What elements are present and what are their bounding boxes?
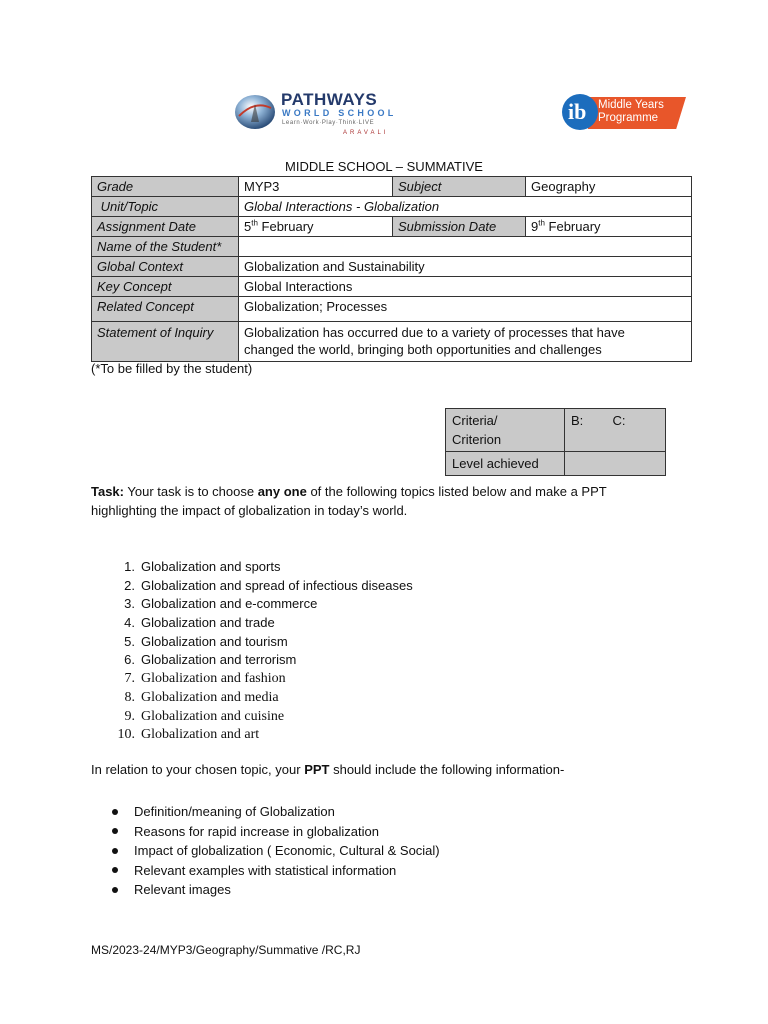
topic-text: Globalization and tourism bbox=[141, 633, 288, 649]
list-item bbox=[110, 595, 413, 614]
requirement-text: Impact of globalization ( Economic, Cultural & Social) bbox=[134, 843, 440, 858]
topic-number: 7. bbox=[124, 671, 135, 687]
list-item bbox=[110, 614, 413, 633]
list-item bbox=[110, 651, 413, 670]
table-row bbox=[92, 177, 692, 197]
list-item bbox=[112, 841, 440, 861]
inquiry-line-1: Globalization has occurred due to a variety of processes that have bbox=[244, 325, 625, 340]
submission-day: 9 bbox=[531, 219, 539, 234]
topic-number: 9. bbox=[124, 708, 135, 724]
subject-value: Geography bbox=[526, 177, 692, 197]
list-item bbox=[112, 861, 440, 881]
bullet-icon bbox=[112, 828, 118, 834]
relation-paragraph bbox=[91, 762, 564, 777]
topic-text: Globalization and media bbox=[141, 689, 279, 705]
bullet-icon bbox=[112, 809, 118, 815]
requirement-text: Relevant images bbox=[134, 882, 231, 897]
task-paragraph bbox=[91, 482, 691, 520]
criteria-label-line2: Criterion bbox=[452, 432, 502, 447]
list-item bbox=[110, 577, 413, 596]
unit-value: Global Interactions - Globalization bbox=[239, 197, 692, 217]
task-lead: Task: bbox=[91, 484, 124, 499]
submission-date-label: Submission Date bbox=[393, 217, 526, 237]
topic-text: Globalization and spread of infectious diseases bbox=[141, 577, 413, 593]
table-row bbox=[446, 409, 666, 452]
task-part1: Your task is to choose bbox=[124, 484, 258, 499]
school-logo bbox=[233, 90, 413, 142]
list-item bbox=[112, 802, 440, 822]
assign-sup: th bbox=[251, 218, 258, 228]
global-context-label: Global Context bbox=[92, 257, 239, 277]
criteria-table bbox=[445, 408, 666, 476]
ib-myp-logo bbox=[562, 94, 688, 132]
unit-label bbox=[92, 197, 239, 217]
subject-label: Subject bbox=[393, 177, 526, 197]
ib-line2: Programme bbox=[598, 112, 659, 124]
level-achieved-value bbox=[565, 452, 666, 476]
bullet-icon bbox=[112, 848, 118, 854]
key-concept-label: Key Concept bbox=[92, 277, 239, 297]
requirements-list bbox=[112, 802, 440, 900]
topic-number: 10. bbox=[117, 727, 135, 743]
assignment-date-value bbox=[239, 217, 393, 237]
unit-label-text: Unit/Topic bbox=[100, 199, 158, 214]
list-item bbox=[110, 726, 413, 745]
topic-number: 8. bbox=[124, 689, 135, 705]
criterion-c: C: bbox=[612, 413, 626, 428]
page-title: MIDDLE SCHOOL – SUMMATIVE bbox=[285, 159, 483, 174]
relation-emph: PPT bbox=[304, 762, 330, 777]
criterion-b: B: bbox=[571, 413, 584, 428]
relation-part1: In relation to your chosen topic, your bbox=[91, 762, 305, 777]
list-item bbox=[112, 880, 440, 900]
global-context-value: Globalization and Sustainability bbox=[239, 257, 692, 277]
list-item bbox=[110, 633, 413, 652]
topic-number: 5. bbox=[124, 633, 135, 649]
table-row bbox=[92, 257, 692, 277]
list-item bbox=[110, 708, 413, 727]
topic-number: 2. bbox=[124, 577, 135, 593]
table-row bbox=[92, 277, 692, 297]
school-name: PATHWAYS bbox=[281, 90, 378, 109]
topic-text: Globalization and trade bbox=[141, 615, 275, 631]
list-item bbox=[110, 689, 413, 708]
topics-list bbox=[110, 558, 413, 745]
relation-part2: should include the following information- bbox=[329, 762, 565, 777]
task-part2: of the following topics listed below and make a PPT bbox=[306, 484, 607, 499]
requirement-text: Relevant examples with statistical information bbox=[134, 862, 397, 878]
task-line-1 bbox=[91, 482, 691, 501]
task-emph: any one bbox=[257, 484, 307, 499]
document-footer: MS/2023-24/MYP3/Geography/Summative /RC,RJ bbox=[91, 943, 361, 957]
school-tagline: Learn·Work·Play·Think·LIVE bbox=[282, 120, 375, 126]
topic-number: 1. bbox=[124, 559, 135, 574]
level-achieved-label: Level achieved bbox=[446, 452, 565, 476]
assignment-info-table bbox=[91, 176, 692, 362]
grade-value: MYP3 bbox=[239, 177, 393, 197]
school-sub: WORLD SCHOOL bbox=[282, 108, 397, 118]
assign-day: 5 bbox=[244, 219, 252, 234]
task-line-2: highlighting the impact of globalization in today’s world. bbox=[91, 503, 408, 518]
requirement-text: Reasons for rapid increase in globalization bbox=[134, 823, 379, 839]
assignment-date-label: Assignment Date bbox=[92, 217, 239, 237]
ib-line1: Middle Years bbox=[598, 99, 664, 111]
topic-text: Globalization and fashion bbox=[141, 671, 286, 687]
bullet-icon bbox=[112, 887, 118, 893]
criteria-values bbox=[565, 409, 666, 452]
table-row bbox=[92, 217, 692, 237]
inquiry-line-2: changed the world, bringing both opportunities and challenges bbox=[244, 342, 602, 357]
criteria-label-line1: Criteria/ bbox=[452, 413, 498, 428]
table-row bbox=[92, 297, 692, 322]
topic-text: Globalization and cuisine bbox=[141, 708, 285, 724]
submission-date-value bbox=[526, 217, 692, 237]
ib-banner-text bbox=[598, 99, 664, 125]
school-place: ARAVALI bbox=[343, 130, 389, 136]
list-item bbox=[112, 822, 440, 842]
topic-text: Globalization and art bbox=[141, 727, 260, 743]
topic-number: 6. bbox=[124, 652, 135, 668]
related-concept-label: Related Concept bbox=[92, 297, 239, 322]
table-row bbox=[92, 197, 692, 217]
inquiry-value bbox=[239, 322, 692, 362]
inquiry-label: Statement of Inquiry bbox=[92, 322, 239, 362]
student-name-field[interactable] bbox=[239, 237, 692, 257]
table-row bbox=[446, 452, 666, 476]
assign-month: February bbox=[261, 219, 314, 234]
bullet-icon bbox=[112, 867, 118, 873]
submission-month: February bbox=[548, 219, 601, 234]
related-concept-value: Globalization; Processes bbox=[239, 297, 692, 322]
topic-text: Globalization and sports bbox=[141, 559, 281, 574]
table-row bbox=[92, 322, 692, 362]
topic-text: Globalization and terrorism bbox=[141, 652, 297, 668]
key-concept-value: Global Interactions bbox=[239, 277, 692, 297]
grade-label: Grade bbox=[92, 177, 239, 197]
student-name-label: Name of the Student* bbox=[92, 237, 239, 257]
requirement-text: Definition/meaning of Globalization bbox=[134, 804, 335, 819]
fill-note: (*To be filled by the student) bbox=[91, 361, 253, 376]
list-item bbox=[110, 558, 413, 577]
list-item bbox=[110, 670, 413, 689]
globe-icon bbox=[233, 92, 277, 132]
topic-text: Globalization and e-commerce bbox=[141, 596, 318, 612]
submission-sup: th bbox=[538, 218, 545, 228]
topic-number: 3. bbox=[124, 596, 135, 612]
ib-letters: ib bbox=[568, 99, 587, 124]
criteria-label bbox=[446, 409, 565, 452]
topic-number: 4. bbox=[124, 615, 135, 631]
table-row bbox=[92, 237, 692, 257]
